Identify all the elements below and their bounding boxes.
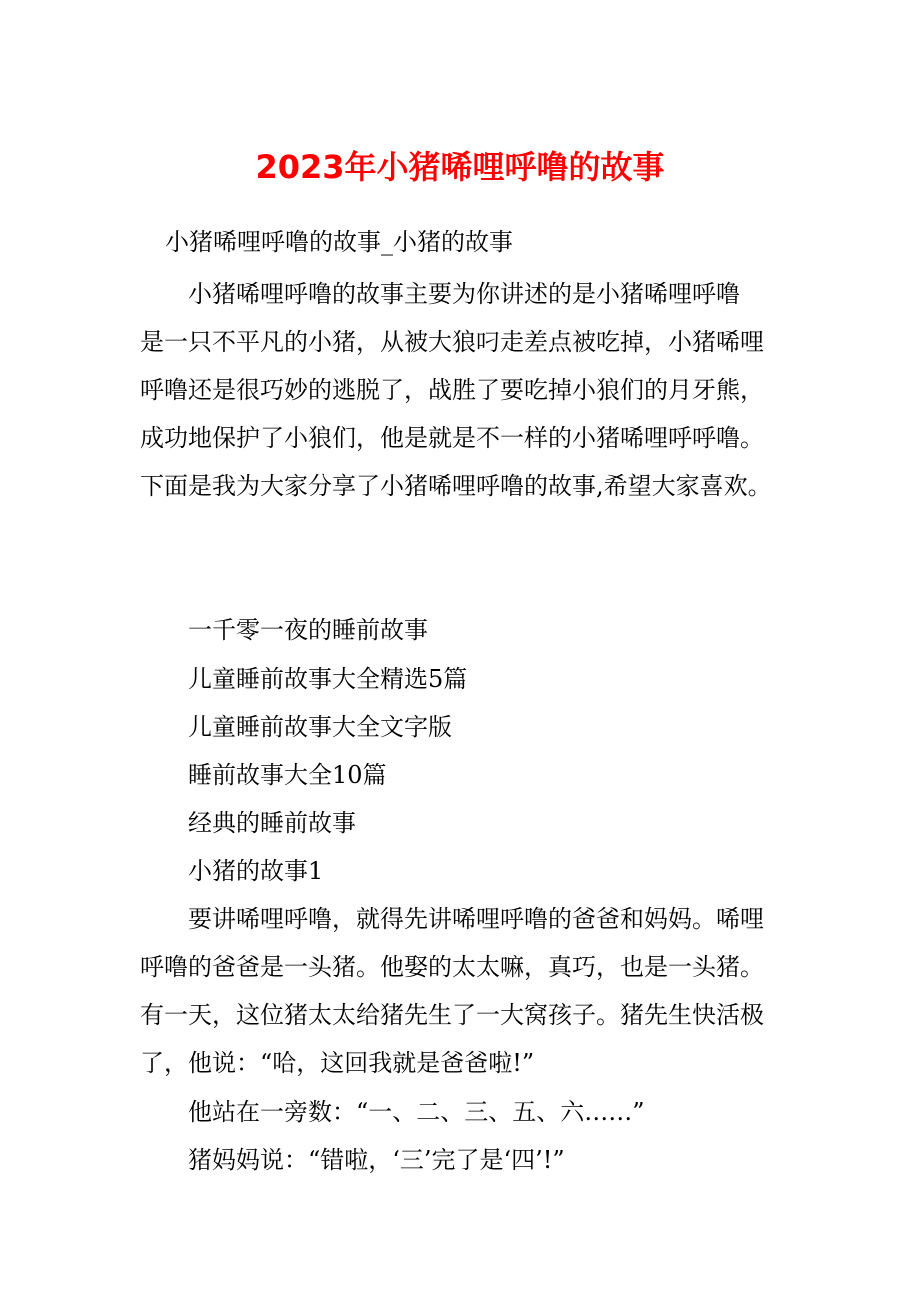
related-link[interactable]: 儿童睡前故事大全精选5篇 bbox=[188, 665, 468, 693]
related-link[interactable]: 经典的睡前故事 bbox=[188, 809, 356, 837]
section-heading: 小猪的故事1 bbox=[188, 857, 324, 885]
body-line: 有一天，这位猪太太给猪先生了一大窝孩子。猪先生快活极 bbox=[140, 1001, 764, 1029]
intro-line: 成功地保护了小狼们，他是就是不一样的小猪唏哩呼呼噜。 bbox=[140, 424, 764, 452]
intro-line: 是一只不平凡的小猪，从被大狼叼走差点被吃掉，小猪唏哩 bbox=[140, 328, 764, 356]
body-line: 他站在一旁数：“一、二、三、五、六……” bbox=[188, 1098, 645, 1126]
intro-line: 下面是我为大家分享了小猪唏哩呼噜的故事,希望大家喜欢。 bbox=[140, 472, 772, 500]
document-title: 2023年小猪唏哩呼噜的故事 bbox=[255, 148, 665, 186]
intro-line: 呼噜还是很巧妙的逃脱了，战胜了要吃掉小狼们的月牙熊， bbox=[140, 376, 764, 404]
intro-line: 小猪唏哩呼噜的故事主要为你讲述的是小猪唏哩呼噜 bbox=[188, 280, 740, 308]
body-line: 了，他说：“哈，这回我就是爸爸啦!” bbox=[140, 1049, 535, 1077]
related-link[interactable]: 一千零一夜的睡前故事 bbox=[188, 616, 428, 644]
subtitle: 小猪唏哩呼噜的故事_小猪的故事 bbox=[165, 228, 513, 256]
body-line: 呼噜的爸爸是一头猪。他娶的太太嘛，真巧，也是一头猪。 bbox=[140, 953, 764, 981]
body-line: 猪妈妈说：“错啦，‘三’完了是‘四’!” bbox=[188, 1146, 565, 1174]
body-line: 要讲唏哩呼噜，就得先讲唏哩呼噜的爸爸和妈妈。唏哩 bbox=[188, 905, 764, 933]
related-link[interactable]: 儿童睡前故事大全文字版 bbox=[188, 713, 452, 741]
related-link[interactable]: 睡前故事大全10篇 bbox=[188, 761, 387, 789]
